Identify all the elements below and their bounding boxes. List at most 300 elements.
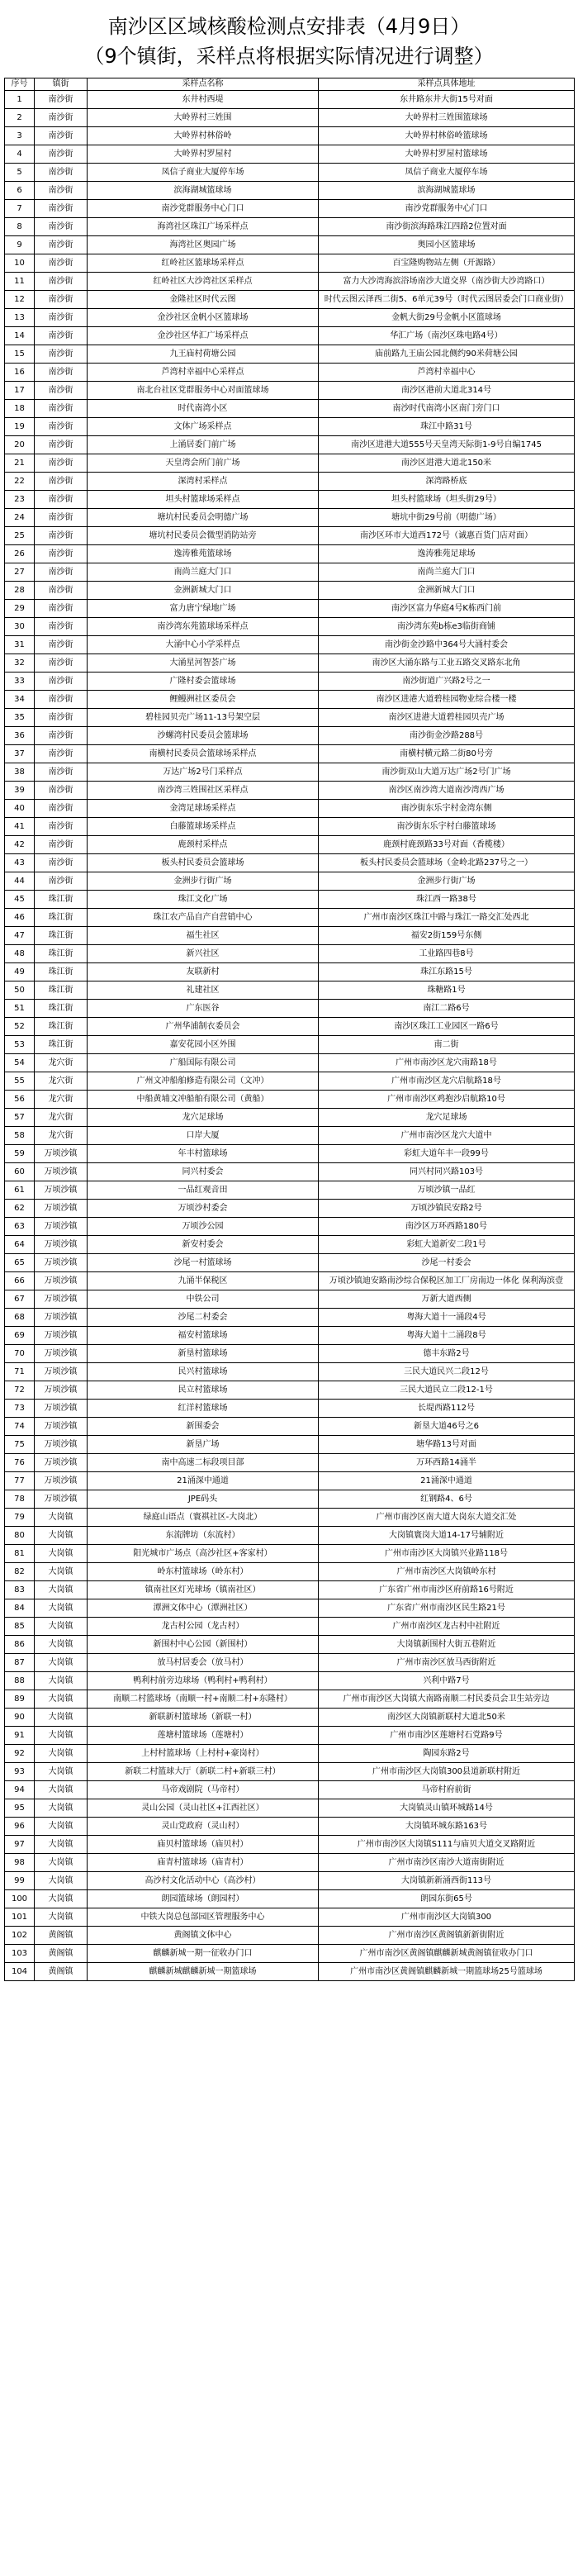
cell-serial: 33	[5, 673, 35, 691]
cell-serial: 54	[5, 1054, 35, 1072]
cell-address: 庙前路九王庙公园北侧约90米荷塘公园	[319, 345, 575, 364]
table-row	[5, 1400, 575, 1418]
cell-address: 东井路东井大街15号对面	[319, 91, 575, 109]
cell-site-name: 岭东村篮球场（岭东村）	[88, 1563, 319, 1581]
cell-address: 深湾路桥底	[319, 473, 575, 491]
cell-address: 南沙区珠江工业园区一路6号	[319, 1018, 575, 1036]
cell-street: 龙穴街	[35, 1109, 88, 1127]
cell-address: 广州市南沙区放马西街附近	[319, 1654, 575, 1672]
table-row	[5, 981, 575, 1000]
cell-serial: 66	[5, 1272, 35, 1290]
cell-street: 万顷沙镇	[35, 1272, 88, 1290]
cell-serial: 8	[5, 218, 35, 236]
cell-site-name: 新安村委会	[88, 1236, 319, 1254]
cell-address: 鹿颈村鹿颈路33号对面（香榄楼）	[319, 836, 575, 854]
table-header-row	[5, 78, 575, 91]
cell-site-name: 万顷沙公园	[88, 1218, 319, 1236]
cell-serial: 27	[5, 563, 35, 582]
table-row	[5, 836, 575, 854]
cell-address: 南沙党群服务中心门口	[319, 200, 575, 218]
cell-serial: 12	[5, 291, 35, 309]
cell-address: 大岭界村三姓围篮球场	[319, 109, 575, 127]
table-row	[5, 745, 575, 763]
cell-site-name: 富力唐宁绿地广场	[88, 600, 319, 618]
cell-site-name: 东井村西堤	[88, 91, 319, 109]
cell-serial: 83	[5, 1581, 35, 1599]
cell-site-name: 金湾足球场采样点	[88, 800, 319, 818]
cell-site-name: 麒麟新城麒麟新城一期篮球场	[88, 1963, 319, 1981]
cell-street: 大岗镇	[35, 1908, 88, 1927]
table-row	[5, 327, 575, 345]
cell-serial: 94	[5, 1781, 35, 1799]
cell-street: 南沙街	[35, 382, 88, 400]
table-row	[5, 1636, 575, 1654]
cell-site-name: 深湾村采样点	[88, 473, 319, 491]
cell-address: 广州市南沙区龙穴南路18号	[319, 1054, 575, 1072]
table-row	[5, 91, 575, 109]
cell-serial: 21	[5, 454, 35, 473]
cell-address: 广州市南沙区大岗镇300	[319, 1908, 575, 1927]
cell-address: 珠江东路15号	[319, 963, 575, 981]
table-row	[5, 691, 575, 709]
cell-street: 南沙街	[35, 91, 88, 109]
cell-address: 珠江西一路38号	[319, 891, 575, 909]
cell-address: 广州市南沙区南沙大道南街附近	[319, 1854, 575, 1872]
cell-address: 百宝隆购物站左侧（开源路）	[319, 254, 575, 273]
cell-address: 广州市南沙区龙穴大道中	[319, 1127, 575, 1145]
table-row	[5, 1163, 575, 1181]
cell-site-name: 口岸大厦	[88, 1127, 319, 1145]
cell-address: 南沙时代南湾小区南门旁门口	[319, 400, 575, 418]
cell-street: 南沙街	[35, 345, 88, 364]
table-row	[5, 1472, 575, 1490]
table-row	[5, 1799, 575, 1818]
cell-street: 万顷沙镇	[35, 1218, 88, 1236]
cell-site-name: 南沙湾东苑篮球场采样点	[88, 618, 319, 636]
cell-address: 广州市南沙区南大道大岗东大道交汇处	[319, 1509, 575, 1527]
table-row	[5, 1345, 575, 1363]
cell-address: 南沙街东乐宇村金湾东侧	[319, 800, 575, 818]
cell-street: 南沙街	[35, 763, 88, 782]
cell-serial: 76	[5, 1454, 35, 1472]
cell-serial: 97	[5, 1836, 35, 1854]
cell-serial: 32	[5, 654, 35, 673]
cell-address: 滨海湖城篮球场	[319, 182, 575, 200]
cell-serial: 65	[5, 1254, 35, 1272]
cell-address: 大岗镇环城东路163号	[319, 1818, 575, 1836]
cell-serial: 81	[5, 1545, 35, 1563]
cell-site-name: 放马村居委会（放马村）	[88, 1654, 319, 1672]
table-row	[5, 145, 575, 164]
table-row	[5, 1599, 575, 1618]
cell-street: 大岗镇	[35, 1599, 88, 1618]
table-row	[5, 473, 575, 491]
cell-site-name: 南横村民委员会篮球场采样点	[88, 745, 319, 763]
cell-address: 三民大道民兴二段12号	[319, 1363, 575, 1381]
table-row	[5, 1036, 575, 1054]
cell-street: 珠江街	[35, 909, 88, 927]
cell-serial: 100	[5, 1890, 35, 1908]
cell-address: 福安2街159号东侧	[319, 927, 575, 945]
cell-site-name: 新联二村篮球大厅（新联二村+新联三村）	[88, 1763, 319, 1781]
table-row	[5, 127, 575, 145]
cell-site-name: 高沙村文化活动中心（高沙村）	[88, 1872, 319, 1890]
cell-street: 大岗镇	[35, 1872, 88, 1890]
cell-address: 南沙区进港大道555号天皇湾天际街1-9号自编1745	[319, 436, 575, 454]
table-row	[5, 618, 575, 636]
table-row	[5, 1818, 575, 1836]
cell-serial: 64	[5, 1236, 35, 1254]
testing-site-table	[4, 78, 575, 1981]
cell-site-name: 珠江农产品自产自营销中心	[88, 909, 319, 927]
table-row	[5, 1727, 575, 1745]
cell-street: 南沙街	[35, 509, 88, 527]
cell-street: 万顷沙镇	[35, 1454, 88, 1472]
cell-serial: 92	[5, 1745, 35, 1763]
cell-address: 大岗镇灵山镇环城路14号	[319, 1799, 575, 1818]
cell-address: 塘华路13号对面	[319, 1436, 575, 1454]
cell-site-name: 友联新村	[88, 963, 319, 981]
cell-address: 南沙街道广兴路2号之一	[319, 673, 575, 691]
cell-site-name: 龙穴足球场	[88, 1109, 319, 1127]
cell-street: 大岗镇	[35, 1890, 88, 1908]
cell-street: 万顷沙镇	[35, 1181, 88, 1200]
cell-address: 南沙区环市大道西172号（诚惠百货门店对面）	[319, 527, 575, 545]
cell-street: 珠江街	[35, 981, 88, 1000]
table-row	[5, 1000, 575, 1018]
header-serial: 序号	[5, 78, 35, 91]
cell-street: 大岗镇	[35, 1799, 88, 1818]
cell-site-name: 一品红观音田	[88, 1181, 319, 1200]
cell-address: 马帝村府前街	[319, 1781, 575, 1799]
cell-serial: 72	[5, 1381, 35, 1400]
cell-site-name: 芦湾村幸福中心采样点	[88, 364, 319, 382]
cell-street: 万顷沙镇	[35, 1400, 88, 1418]
table-row	[5, 1091, 575, 1109]
cell-serial: 29	[5, 600, 35, 618]
cell-site-name: 广东医谷	[88, 1000, 319, 1018]
cell-address: 万顷沙镇迪安路南沙综合保税区加工厂房南边一体化 保利海滨壹	[319, 1272, 575, 1290]
cell-site-name: 金洲步行街广场	[88, 872, 319, 891]
cell-street: 龙穴街	[35, 1054, 88, 1072]
cell-address: 广州市南沙区珠江中路与珠江一路交汇处西北	[319, 909, 575, 927]
cell-street: 南沙街	[35, 145, 88, 164]
cell-street: 南沙街	[35, 291, 88, 309]
cell-address: 广东省广州市南沙区府前路16号附近	[319, 1581, 575, 1599]
cell-serial: 11	[5, 273, 35, 291]
table-row	[5, 945, 575, 963]
cell-serial: 89	[5, 1690, 35, 1709]
table-row	[5, 600, 575, 618]
cell-site-name: 红岭社区篮球场采样点	[88, 254, 319, 273]
cell-serial: 62	[5, 1200, 35, 1218]
cell-street: 南沙街	[35, 709, 88, 727]
cell-serial: 102	[5, 1927, 35, 1945]
cell-site-name: 大岭界村三姓围	[88, 109, 319, 127]
cell-serial: 88	[5, 1672, 35, 1690]
table-row	[5, 782, 575, 800]
table-row	[5, 1581, 575, 1599]
document-title	[0, 0, 578, 78]
table-row	[5, 1872, 575, 1890]
cell-address: 朗园东街65号	[319, 1890, 575, 1908]
table-row	[5, 1945, 575, 1963]
cell-street: 南沙街	[35, 818, 88, 836]
cell-address: 广州市南沙区大岗镇兴业路118号	[319, 1545, 575, 1563]
table-row	[5, 200, 575, 218]
cell-serial: 35	[5, 709, 35, 727]
table-row	[5, 818, 575, 836]
cell-serial: 51	[5, 1000, 35, 1018]
cell-address: 工业路四巷8号	[319, 945, 575, 963]
table-row	[5, 1618, 575, 1636]
cell-street: 万顷沙镇	[35, 1381, 88, 1400]
cell-site-name: JPE码头	[88, 1490, 319, 1509]
cell-site-name: 金沙社区华汇广场采样点	[88, 327, 319, 345]
cell-address: 大岗镇新围村大街五巷附近	[319, 1636, 575, 1654]
cell-street: 万顷沙镇	[35, 1145, 88, 1163]
cell-site-name: 广船国际有限公司	[88, 1054, 319, 1072]
table-row	[5, 1490, 575, 1509]
cell-address: 彩虹大道新安二段1号	[319, 1236, 575, 1254]
cell-street: 大岗镇	[35, 1836, 88, 1854]
cell-address: 南尚兰庭大门口	[319, 563, 575, 582]
cell-address: 龙穴足球场	[319, 1109, 575, 1127]
cell-address: 广州市南沙区大岗镇大南路南顺二村民委员会卫生站旁边	[319, 1690, 575, 1709]
cell-street: 万顷沙镇	[35, 1290, 88, 1309]
table-row	[5, 1418, 575, 1436]
cell-address: 时代云图云泽西二街5、6单元39号（时代云图居委会门口商业街）	[319, 291, 575, 309]
cell-street: 珠江街	[35, 927, 88, 945]
table-row	[5, 1018, 575, 1036]
cell-street: 南沙街	[35, 836, 88, 854]
cell-serial: 74	[5, 1418, 35, 1436]
cell-site-name: 大岭界村罗屋村	[88, 145, 319, 164]
cell-street: 大岗镇	[35, 1854, 88, 1872]
cell-serial: 87	[5, 1654, 35, 1672]
cell-address: 南二街	[319, 1036, 575, 1054]
table-row	[5, 1054, 575, 1072]
cell-street: 万顷沙镇	[35, 1345, 88, 1363]
cell-site-name: 凤信子商业大厦停车场	[88, 164, 319, 182]
cell-serial: 23	[5, 491, 35, 509]
cell-address: 南沙区进港大道碧桂园物业综合楼一楼	[319, 691, 575, 709]
cell-site-name: 万顷沙村委会	[88, 1200, 319, 1218]
cell-site-name: 金洲新城大门口	[88, 582, 319, 600]
cell-street: 大岗镇	[35, 1581, 88, 1599]
cell-street: 南沙街	[35, 527, 88, 545]
cell-street: 珠江街	[35, 963, 88, 981]
cell-serial: 45	[5, 891, 35, 909]
table-row	[5, 1890, 575, 1908]
cell-address: 南沙区港前大道北314号	[319, 382, 575, 400]
table-row	[5, 636, 575, 654]
cell-serial: 37	[5, 745, 35, 763]
header-address: 采样点具体地址	[319, 78, 575, 91]
cell-serial: 90	[5, 1709, 35, 1727]
cell-site-name: 上涌居委门前广场	[88, 436, 319, 454]
cell-site-name: 塘坑村民委员会明德广场	[88, 509, 319, 527]
cell-site-name: 南顺二村篮球场（南顺一村+南顺二村+东隆村）	[88, 1690, 319, 1709]
cell-site-name: 中船黄埔文冲船舶有限公司（黄船）	[88, 1091, 319, 1109]
table-row	[5, 854, 575, 872]
cell-address: 广东省广州市南沙区民生路21号	[319, 1599, 575, 1618]
cell-serial: 7	[5, 200, 35, 218]
cell-street: 南沙街	[35, 636, 88, 654]
cell-street: 珠江街	[35, 1036, 88, 1054]
table-row	[5, 1527, 575, 1545]
cell-street: 南沙街	[35, 600, 88, 618]
cell-address: 塘坑中街29号前（明德广场）	[319, 509, 575, 527]
cell-street: 黄阁镇	[35, 1927, 88, 1945]
cell-serial: 40	[5, 800, 35, 818]
table-row	[5, 1781, 575, 1799]
cell-site-name: 鹿颈村采样点	[88, 836, 319, 854]
cell-street: 黄阁镇	[35, 1963, 88, 1981]
table-row	[5, 109, 575, 127]
cell-address: 新垦大道46号之6	[319, 1418, 575, 1436]
cell-street: 珠江街	[35, 891, 88, 909]
cell-serial: 52	[5, 1018, 35, 1036]
cell-street: 南沙街	[35, 727, 88, 745]
cell-address: 德丰东路2号	[319, 1345, 575, 1363]
cell-street: 南沙街	[35, 436, 88, 454]
cell-address: 南沙区大涌东路与工业五路交叉路东北角	[319, 654, 575, 673]
cell-street: 南沙街	[35, 418, 88, 436]
cell-site-name: 中铁大岗总包部园区管理服务中心	[88, 1908, 319, 1927]
cell-street: 龙穴街	[35, 1127, 88, 1145]
cell-site-name: 大涌星河智荟广场	[88, 654, 319, 673]
cell-site-name: 福安村篮球场	[88, 1327, 319, 1345]
cell-site-name: 南沙党群服务中心门口	[88, 200, 319, 218]
cell-site-name: 广隆村委会篮球场	[88, 673, 319, 691]
cell-street: 南沙街	[35, 364, 88, 382]
cell-street: 南沙街	[35, 872, 88, 891]
cell-street: 南沙街	[35, 854, 88, 872]
table-row	[5, 1709, 575, 1727]
cell-site-name: 新垦广场	[88, 1436, 319, 1454]
table-row	[5, 1218, 575, 1236]
cell-address: 富力大沙湾海滨浴场南沙大道交界（南沙街大沙湾路口）	[319, 273, 575, 291]
table-row	[5, 1454, 575, 1472]
table-row	[5, 1763, 575, 1781]
cell-site-name: 同兴村委会	[88, 1163, 319, 1181]
cell-address: 板头村民委员会篮球场（金岭北路237号之一）	[319, 854, 575, 872]
cell-site-name: 万达广场2号门采样点	[88, 763, 319, 782]
cell-serial: 24	[5, 509, 35, 527]
cell-serial: 34	[5, 691, 35, 709]
table-row	[5, 1927, 575, 1945]
cell-street: 万顷沙镇	[35, 1418, 88, 1436]
cell-address: 陶园东路2号	[319, 1745, 575, 1763]
cell-street: 大岗镇	[35, 1727, 88, 1745]
table-row	[5, 454, 575, 473]
cell-site-name: 龙古村公园（龙古村）	[88, 1618, 319, 1636]
cell-serial: 15	[5, 345, 35, 364]
table-row	[5, 891, 575, 909]
cell-address: 珠糖路1号	[319, 981, 575, 1000]
cell-street: 南沙街	[35, 582, 88, 600]
cell-street: 南沙街	[35, 327, 88, 345]
table-row	[5, 872, 575, 891]
cell-serial: 84	[5, 1599, 35, 1618]
cell-serial: 98	[5, 1854, 35, 1872]
table-row	[5, 800, 575, 818]
cell-address: 坦头村篮球场（坦头街29号）	[319, 491, 575, 509]
cell-street: 万顷沙镇	[35, 1163, 88, 1181]
cell-serial: 38	[5, 763, 35, 782]
cell-site-name: 民兴村篮球场	[88, 1363, 319, 1381]
cell-address: 南沙区富力华庭4号K栋西门前	[319, 600, 575, 618]
cell-address: 粤海大道十一涌段4号	[319, 1309, 575, 1327]
cell-site-name: 朗园篮球场（朗园村）	[88, 1890, 319, 1908]
cell-serial: 53	[5, 1036, 35, 1054]
cell-serial: 36	[5, 727, 35, 745]
table-row	[5, 1181, 575, 1200]
cell-address: 金洲新城大门口	[319, 582, 575, 600]
cell-street: 大岗镇	[35, 1636, 88, 1654]
cell-street: 南沙街	[35, 218, 88, 236]
cell-serial: 9	[5, 236, 35, 254]
table-row	[5, 1436, 575, 1454]
cell-address: 大岭界村罗屋村篮球场	[319, 145, 575, 164]
cell-address: 广州市南沙区大岗镇岭东村	[319, 1563, 575, 1581]
table-row	[5, 1145, 575, 1163]
cell-site-name: 白藤篮球场采样点	[88, 818, 319, 836]
cell-serial: 3	[5, 127, 35, 145]
cell-serial: 63	[5, 1218, 35, 1236]
cell-serial: 96	[5, 1818, 35, 1836]
cell-address: 彩虹大道年丰一段99号	[319, 1145, 575, 1163]
cell-address: 南沙区进港大道北150米	[319, 454, 575, 473]
cell-serial: 91	[5, 1727, 35, 1745]
cell-site-name: 民立村篮球场	[88, 1381, 319, 1400]
cell-serial: 46	[5, 909, 35, 927]
cell-street: 大岗镇	[35, 1709, 88, 1727]
cell-serial: 104	[5, 1963, 35, 1981]
cell-site-name: 广州文冲船舶修造有限公司（文冲）	[88, 1072, 319, 1091]
cell-serial: 69	[5, 1327, 35, 1345]
table-row	[5, 1509, 575, 1527]
cell-site-name: 中铁公司	[88, 1290, 319, 1309]
table-row	[5, 1745, 575, 1763]
cell-street: 万顷沙镇	[35, 1309, 88, 1327]
table-row	[5, 654, 575, 673]
cell-address: 广州市南沙区莲塘村石党路9号	[319, 1727, 575, 1745]
cell-site-name: 鸭利村前旁边球场（鸭利村+鸭利村）	[88, 1672, 319, 1690]
cell-serial: 41	[5, 818, 35, 836]
cell-site-name: 九王庙村荷塘公园	[88, 345, 319, 364]
cell-site-name: 塘坑村民委员会微型消防站旁	[88, 527, 319, 545]
cell-address: 南沙区进港大道碧桂园贝壳广场	[319, 709, 575, 727]
cell-serial: 2	[5, 109, 35, 127]
cell-serial: 10	[5, 254, 35, 273]
cell-street: 万顷沙镇	[35, 1254, 88, 1272]
table-row	[5, 673, 575, 691]
cell-street: 南沙街	[35, 182, 88, 200]
cell-serial: 77	[5, 1472, 35, 1490]
cell-site-name: 沙尾二村委会	[88, 1309, 319, 1327]
cell-serial: 49	[5, 963, 35, 981]
cell-serial: 44	[5, 872, 35, 891]
cell-address: 万顷沙镇一品红	[319, 1181, 575, 1200]
table-row	[5, 1563, 575, 1581]
cell-address: 红钢路4、6号	[319, 1490, 575, 1509]
cell-serial: 47	[5, 927, 35, 945]
cell-address: 南沙街金沙路288号	[319, 727, 575, 745]
table-row	[5, 164, 575, 182]
cell-street: 大岗镇	[35, 1763, 88, 1781]
